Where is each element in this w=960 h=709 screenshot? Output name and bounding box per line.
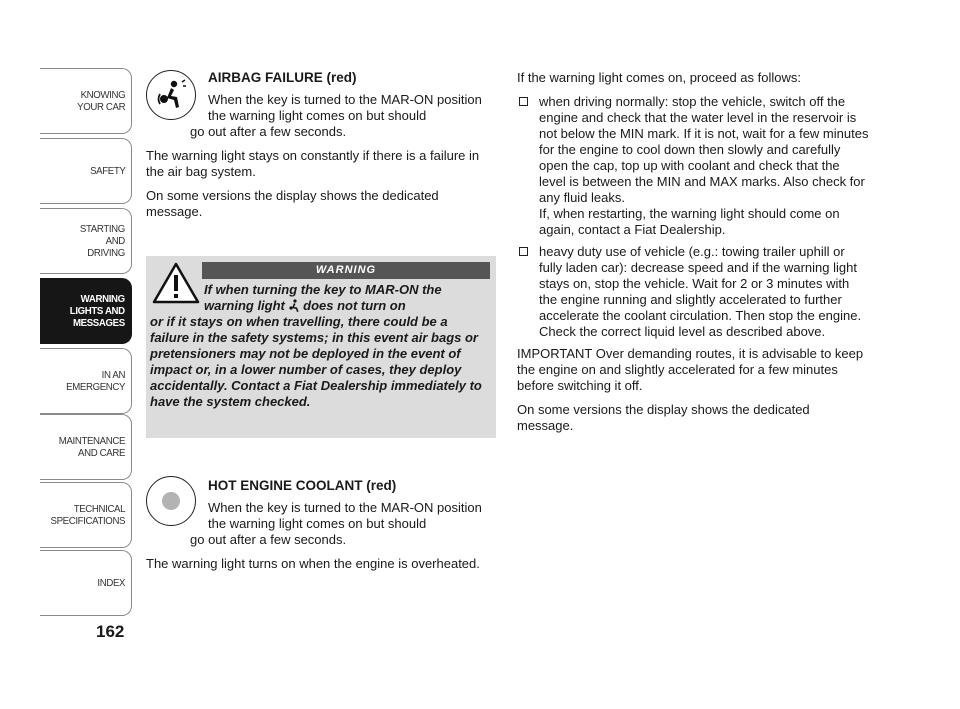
tab-index[interactable]	[40, 550, 132, 616]
tab-label: TECHNICAL SPECIFICATIONS	[50, 503, 125, 527]
procedure-section	[517, 70, 869, 442]
important-note: IMPORTANT Over demanding routes, it is advisable to keep the engine on and slightly accelerated for a few minutes before switching it off.	[517, 346, 864, 393]
warning-text-a: If when turning the key to MAR-ON the warning light	[204, 282, 442, 313]
coolant-section	[146, 478, 494, 580]
procedure-last: On some versions the display shows the dedicated message.	[517, 402, 810, 433]
airbag-intro	[146, 70, 494, 124]
procedure-intro: If the warning light comes on, proceed as follows:	[517, 70, 801, 85]
airbag-heading: AIRBAG FAILURE (red)	[208, 70, 357, 85]
tab-label: KNOWING YOUR CAR	[76, 89, 125, 113]
list-item	[517, 94, 869, 238]
tab-label: WARNING LIGHTS AND MESSAGES	[70, 293, 125, 329]
warning-text-c: or if it stays on when travelling, there could be a failure in the safety systems; in this event air bags or pretensioners may not be deployed in the event of impact or, in a lower number of cases, they deploy accidentally. Contact a Fiat Dealership immediately to have the system checked.	[150, 314, 482, 409]
bullet1-text: when driving normally: stop the vehicle, switch off the engine and check that the water level in the reservoir is not below the MIN mark. If it is not, wait for a few minutes for the engine to cool down then slowly and carefully open the cap, top up with coolant and check that the level is between the MIN and MAX marks. Also check for any fluid leaks.	[539, 94, 869, 205]
coolant-line2: go out after a few seconds.	[190, 532, 347, 547]
tab-safety[interactable]	[40, 138, 132, 204]
checkbox-bullet-icon	[519, 247, 528, 256]
bullet1b-text: If, when restarting, the warning light should come on again, contact a Fiat Dealership.	[539, 206, 840, 237]
tab-label: INDEX	[97, 577, 125, 589]
warning-text-first	[150, 282, 490, 314]
tab-starting-and-driving[interactable]	[40, 208, 132, 274]
warning-text-b: does not turn on	[303, 298, 406, 313]
tab-knowing-your-car[interactable]	[40, 68, 132, 134]
page-number: 162	[96, 622, 125, 641]
warning-text	[150, 282, 490, 410]
inline-seatbelt-icon	[289, 299, 300, 312]
tab-label: STARTING AND DRIVING	[79, 223, 125, 259]
airbag-line2: go out after a few seconds.	[190, 124, 347, 139]
coolant-intro	[146, 478, 494, 532]
list-item	[517, 244, 869, 340]
bullet2-text: heavy duty use of vehicle (e.g.: towing trailer uphill or fully laden car): decrease speed and if the warning light stays on, stop the vehicle. Wait for 2 or 3 minutes with the engine running and slightly accelerated to further accelerate the coolant circulation. Then stop the engine. Check the correct liquid level as described above.	[539, 244, 862, 339]
airbag-section	[146, 70, 494, 228]
coolant-heading: HOT ENGINE COOLANT (red)	[208, 478, 397, 493]
tab-in-an-emergency[interactable]	[40, 348, 132, 414]
warning-box	[146, 256, 496, 438]
tab-label: IN AN EMERGENCY	[66, 369, 125, 393]
coolant-para1: The warning light turns on when the engine is overheated.	[146, 556, 480, 571]
tab-technical-specifications[interactable]	[40, 482, 132, 548]
checkbox-bullet-icon	[519, 97, 528, 106]
tab-warning-lights-and-messages[interactable]	[40, 278, 132, 344]
tab-label: MAINTENANCE AND CARE	[58, 435, 125, 459]
airbag-para2: On some versions the display shows the dedicated message.	[146, 188, 439, 219]
coolant-line1: When the key is turned to the MAR-ON position the warning light comes on but should	[208, 500, 482, 531]
tab-maintenance-and-care[interactable]	[40, 414, 132, 480]
tab-label: SAFETY	[89, 165, 125, 177]
airbag-para1: The warning light stays on constantly if there is a failure in the air bag system.	[146, 148, 480, 179]
airbag-line1: When the key is turned to the MAR-ON position the warning light comes on but should	[208, 92, 482, 123]
warning-banner: WARNING	[202, 262, 490, 279]
